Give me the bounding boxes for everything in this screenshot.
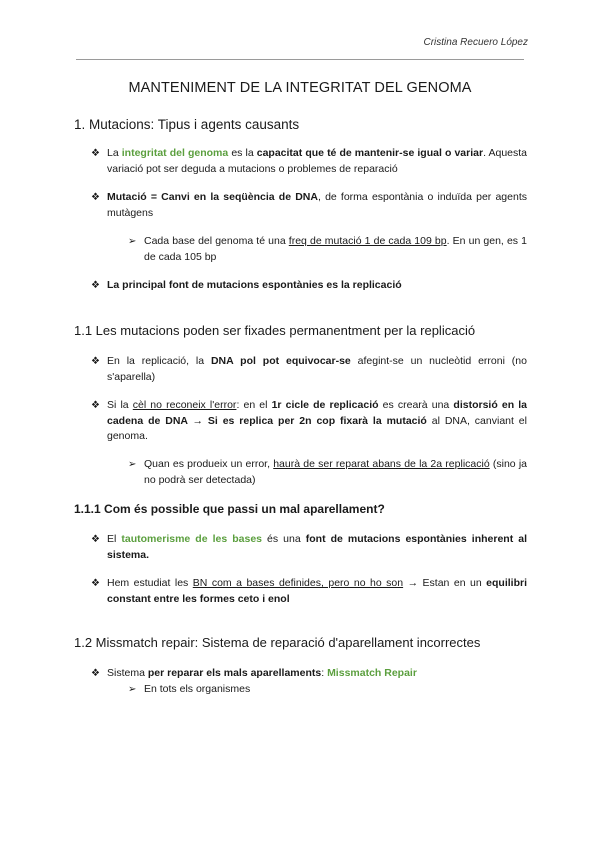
section-heading-1: 1. Mutacions: Tipus i agents causants <box>74 117 300 132</box>
bullet-text: Hem estudiat les BN com a bases definides, pero no ho son → Estan en un equilibri constant entre les formes ceto i enol <box>107 577 528 605</box>
arrow-marker: ➢ <box>128 236 137 247</box>
bullet-item <box>91 190 527 221</box>
section-heading-1-1: 1.1 Les mutacions poden ser fixades permanentment per la replicació <box>74 323 476 338</box>
bullet-marker: ❖ <box>91 578 100 589</box>
bullet-marker: ❖ <box>91 400 100 411</box>
bullet-item <box>91 278 527 294</box>
bullet-marker: ❖ <box>91 356 100 367</box>
bullet-marker: ❖ <box>91 534 100 545</box>
arrow-marker: ➢ <box>128 459 137 470</box>
sub-bullet-text: Quan es produeix un error, haurà de ser reparat abans de la 2a replicació (sino ja no podrà ser detectada) <box>144 458 527 486</box>
bullet-text: Mutació = Canvi en la seqüència de DNA, de forma espontània o induïda per agents mutàgens <box>107 191 527 219</box>
page-title: MANTENIMENT DE LA INTEGRITAT DEL GENOMA <box>128 80 472 96</box>
bullet-item <box>91 398 527 445</box>
header-author: Cristina Recuero López <box>423 37 528 48</box>
sub-bullet-item <box>128 457 527 488</box>
bullet-text: Sistema per reparar els mals aparellaments: Missmatch Repair <box>107 667 417 679</box>
bullet-text: La integritat del genoma es la capacitat que té de mantenir-se igual o variar. Aquesta variació pot ser deguda a mutacions o problemes de reparació <box>107 147 527 175</box>
sub-bullet-item <box>128 234 527 265</box>
bullet-text: La principal font de mutacions espontànies es la replicació <box>107 279 402 291</box>
sub-bullet-text: Cada base del genoma té una freq de mutació 1 de cada 109 bp. En un gen, es 1 de cada 105 bp <box>144 235 527 263</box>
bullet-text: Si la cèl no reconeix l'error: en el 1r cicle de replicació es crearà una distorsió en la cadena de DNA → Si es replica per 2n cop fixarà la mutació al DNA, canviant el genoma. <box>107 399 528 442</box>
sub-bullet-text: En tots els organismes <box>144 683 251 695</box>
bullet-item <box>91 666 527 682</box>
bullet-item <box>91 354 527 385</box>
section-heading-1-2: 1.2 Missmatch repair: Sistema de reparació d'aparellament incorrectes <box>74 635 481 650</box>
bullet-text: En la replicació, la DNA pol pot equivocar-se afegint-se un nucleòtid erroni (no s'aparella) <box>107 355 527 383</box>
bullet-item <box>91 532 527 563</box>
bullet-marker: ❖ <box>91 280 100 291</box>
section-heading-1-1-1: 1.1.1 Com és possible que passi un mal aparellament? <box>74 502 385 516</box>
bullet-marker: ❖ <box>91 192 100 203</box>
header-divider <box>76 59 524 60</box>
bullet-item <box>91 576 527 607</box>
bullet-marker: ❖ <box>91 668 100 679</box>
sub-bullet-item <box>128 682 527 698</box>
bullet-item <box>91 146 527 177</box>
bullet-marker: ❖ <box>91 148 100 159</box>
arrow-marker: ➢ <box>128 684 137 695</box>
bullet-text: El tautomerisme de les bases és una font de mutacions espontànies inherent al sistema. <box>107 533 527 561</box>
